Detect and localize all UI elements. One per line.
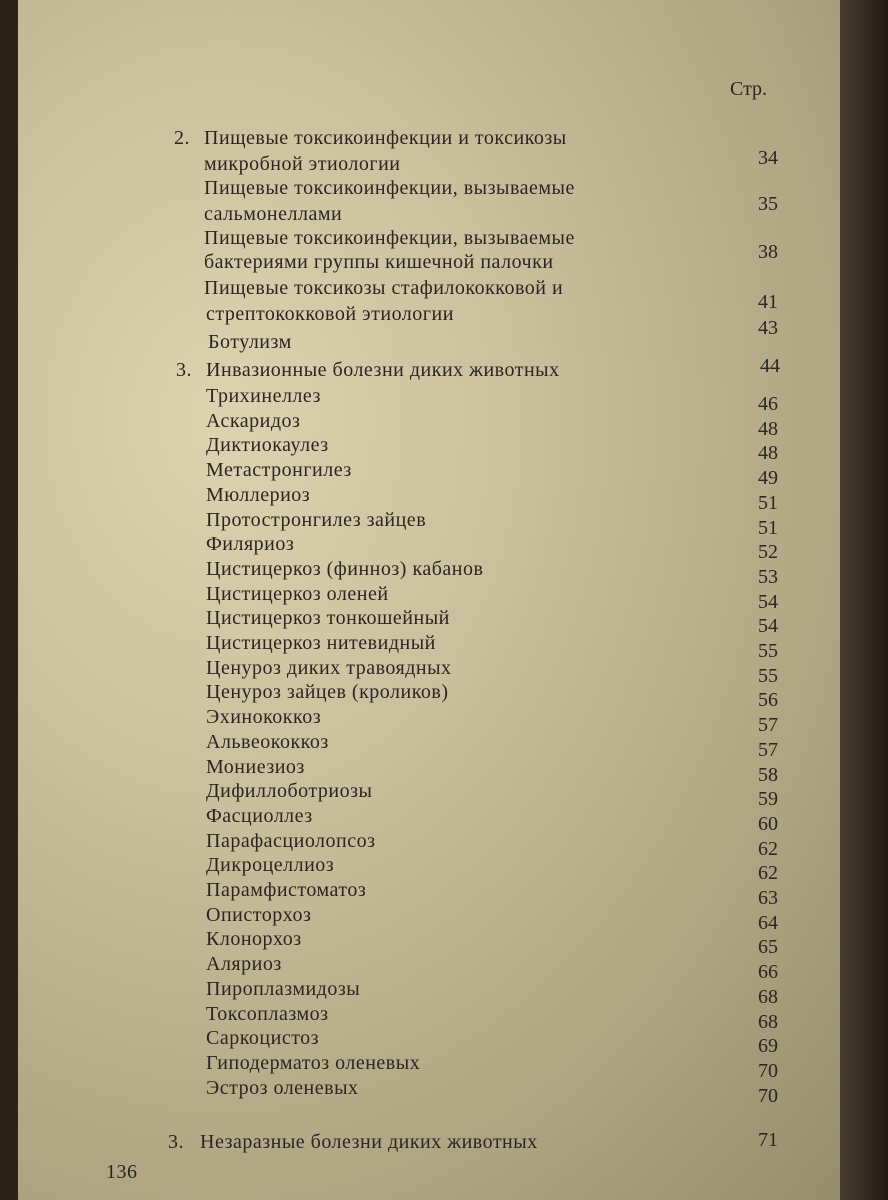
toc-item-label: Протостронгилез зайцев <box>206 508 427 531</box>
toc-item-label: Метастронгилез <box>206 459 352 482</box>
toc-line: Пищевые токсикоинфекции, вызываемые <box>204 177 575 199</box>
section-number: 3. <box>176 359 192 381</box>
toc-item-label: Цистицеркоз нитевидный <box>206 632 436 654</box>
toc-item-label: Эхинококкоз <box>206 706 322 729</box>
toc-item-label: Аскаридоз <box>206 409 301 432</box>
toc-line: Пищевые токсикоинфекции, вызываемые <box>204 227 575 249</box>
toc-item-label: Альвеококкоз <box>206 730 329 753</box>
toc-item-page: 53 <box>758 565 778 588</box>
toc-page: 44 <box>760 355 780 377</box>
toc-item-label: Пироплазмидозы <box>206 977 361 1000</box>
toc-line: микробной этиологии <box>204 153 401 175</box>
toc-page: 38 <box>758 241 778 263</box>
section-title: Инвазионные болезни диких животных <box>206 359 560 381</box>
toc-line: сальмонеллами <box>204 203 343 225</box>
toc-item-page: 65 <box>758 936 778 959</box>
toc-item-page: 48 <box>758 417 778 440</box>
toc-item-page: 54 <box>758 615 778 638</box>
toc-item-page: 69 <box>758 1035 778 1058</box>
toc-item-page: 49 <box>758 467 778 490</box>
toc-item-label: Токсоплазмоз <box>206 1002 329 1025</box>
toc-item-label: Ценуроз диких травоядных <box>206 656 452 679</box>
toc-page: 34 <box>758 147 778 169</box>
toc-item-page: 63 <box>758 887 778 909</box>
toc-item-page: 68 <box>758 985 778 1008</box>
toc-item-page: 58 <box>758 763 778 786</box>
toc-item-page: 48 <box>758 442 778 465</box>
toc-item-label: Дикроцеллиоз <box>206 854 335 877</box>
toc-item-label: Диктиокаулез <box>206 434 329 457</box>
toc-item-label: Клонорхоз <box>206 928 302 951</box>
toc-item-page: 70 <box>758 1084 778 1107</box>
toc-item-label: Парафасциолопсоз <box>206 829 376 852</box>
toc-item-label: Гиподерматоз оленевых <box>206 1051 421 1074</box>
section-number: 2. <box>174 127 190 149</box>
toc-item-page: 56 <box>758 689 778 712</box>
toc-item-label: Ценуроз зайцев (кроликов) <box>206 681 449 704</box>
toc-item-page: 54 <box>758 590 778 613</box>
section-title: Незаразные болезни диких животных <box>200 1131 538 1153</box>
toc-item-label: Мониезиоз <box>206 755 305 778</box>
toc-item-page: 52 <box>758 541 778 564</box>
toc-item-label: Аляриоз <box>206 953 282 976</box>
toc-item-label: Филяриоз <box>206 533 295 556</box>
toc-item-page: 57 <box>758 714 778 737</box>
toc-item-page: 66 <box>758 961 778 984</box>
toc-item-label: Саркоцистоз <box>206 1027 320 1050</box>
toc-item-label: Трихинеллез <box>206 385 321 407</box>
toc-item-page: 68 <box>758 1010 778 1033</box>
toc-item-page: 51 <box>758 491 778 514</box>
toc-item-page: 46 <box>758 393 778 415</box>
section-number: 3. <box>168 1131 184 1153</box>
page-column-header: Стр. <box>730 78 768 100</box>
toc-item-page: 57 <box>758 738 778 761</box>
toc-item-label: Эстроз оленевых <box>206 1076 359 1099</box>
toc-line: Ботулизм <box>208 331 292 353</box>
toc-item-page: 55 <box>758 664 778 687</box>
toc-line: Пищевые токсикоинфекции и токсикозы <box>204 127 567 149</box>
toc-page: 71 <box>758 1129 778 1151</box>
toc-line: стрептококковой этиологии <box>206 303 454 325</box>
toc-page: 35 <box>758 193 778 215</box>
toc-item-page: 51 <box>758 516 778 539</box>
toc-item-label: Дифиллоботриозы <box>206 780 373 803</box>
toc-item-label: Мюллериоз <box>206 483 311 506</box>
toc-line: бактериями группы кишечной палочки <box>204 251 554 273</box>
toc-item-page: 62 <box>758 837 778 860</box>
toc-item-label: Парамфистоматоз <box>206 879 367 901</box>
toc-item-page: 70 <box>758 1059 778 1082</box>
toc-page: 41 <box>758 291 778 313</box>
toc-item-page: 64 <box>758 911 778 934</box>
toc-item-label: Описторхоз <box>206 903 312 926</box>
toc-page: 43 <box>758 317 778 339</box>
toc-item-page: 62 <box>758 862 778 885</box>
toc-item-page: 59 <box>758 788 778 811</box>
toc-item-label: Цистицеркоз (финноз) кабанов <box>206 557 484 580</box>
page-number: 136 <box>106 1161 138 1183</box>
toc-line: Пищевые токсикозы стафилококковой и <box>204 277 564 299</box>
toc-item-label: Цистицеркоз оленей <box>206 582 389 605</box>
toc-item-page: 60 <box>758 812 778 835</box>
toc-item-label: Фасциоллез <box>206 804 313 827</box>
toc-item-label: Цистицеркоз тонкошейный <box>206 607 450 630</box>
page-edge-shadow <box>840 0 888 1200</box>
toc-item-page: 55 <box>758 640 778 662</box>
